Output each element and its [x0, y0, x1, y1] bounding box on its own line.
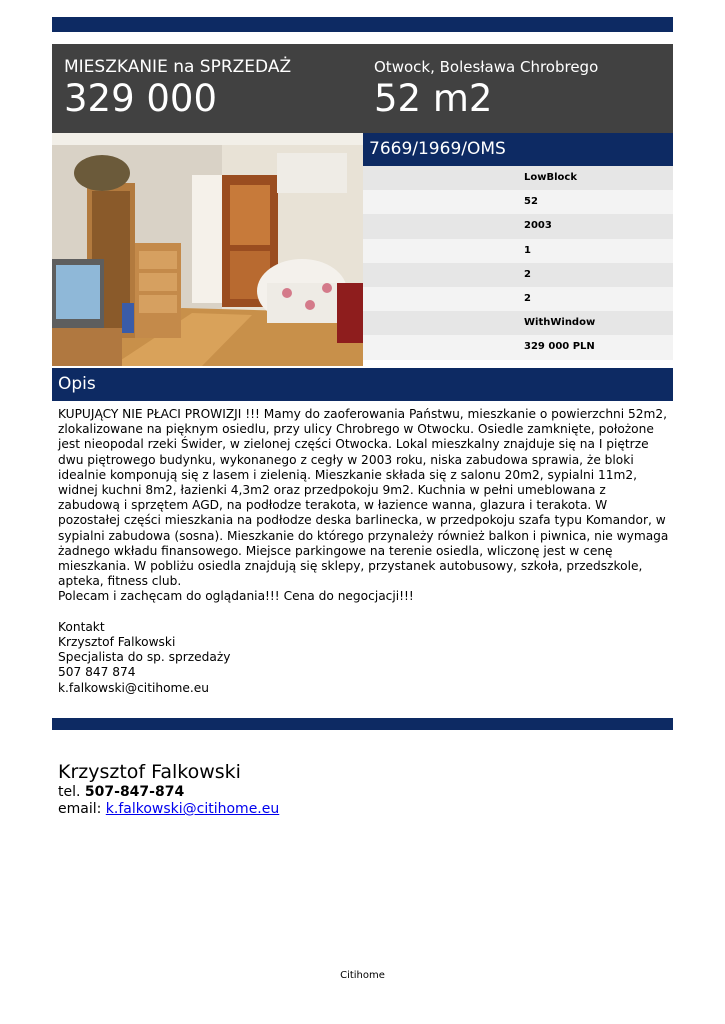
- description-heading: Opis: [52, 368, 673, 401]
- detail-year-built: 2003: [363, 214, 673, 238]
- top-bar: [52, 17, 673, 32]
- area: 52 m2: [374, 77, 493, 120]
- agent-phone-line: [58, 784, 279, 801]
- detail-price: 329 000 PLN: [363, 335, 673, 359]
- detail-building-type: LowBlock: [363, 166, 673, 190]
- property-type: MIESZKANIE na SPRZEDAŻ: [64, 57, 292, 77]
- footer-text: Citihome: [340, 970, 385, 981]
- header-right: [374, 56, 598, 120]
- location: Otwock, Bolesława Chrobrego: [374, 58, 599, 76]
- details-table: [363, 166, 673, 360]
- agent-email-line: [58, 801, 279, 818]
- description-text: KUPUJĄCY NIE PŁACI PROWIZJI !!! Mamy do zaoferowania Państwu, mieszkanie o powierzchni 52m2, zlokalizowane na pięknym osiedlu, przy ulicy Chrobrego w Otwocku. Osiedle zamknięte, położone jest nieopodal rzeki Świder, w zielonej części Otwocka. Lokal mieszkalny znajduje się na I piętrze dwu piętrowego budynku, wykonanego z cegły w 2003 roku, niska zabudowa sprawia, że bloki idealnie komponują się z lasem i zielenią. Mieszkanie składa się z salonu 20m2, sypialni 11m2, widnej kuchni 8m2, łazienki 4,3m2 oraz przedpokoju 9m2. Kuchnia w pełni umeblowana z zabudową i sprzętem AGD, na podłodze terakota, w łazience wanna, glazura i terakota. W pozostałej części mieszkania na podłodze deska barlinecka, w przedpokoju szafa typu Komandor, w sypialni zabudowa (sosna). Mieszkanie do którego przynależy również balkon i piwnica, nie wymaga żadnego wkładu finansowego. Miejsce parkingowe na terenie osiedla, wliczonę jest w cenę mieszkania. W pobliżu osiedla znajdują się sklepy, przystanek autobusowy, szkoła, przedszkole, apteka, fitness club. Polecam i zachęcam do oglądania!!! Cena do negocjacji!!! Kontakt Krzysztof Falkowski Specjalista do sp. sprzedaży 507 847 874 k.falkowski@citihome.eu: [58, 407, 669, 695]
- detail-area: 52: [363, 190, 673, 214]
- tel-label: tel.: [58, 784, 81, 800]
- agent-email-link[interactable]: k.falkowski@citihome.eu: [105, 801, 280, 817]
- reference-number: 7669/1969/OMS: [363, 133, 673, 166]
- header-left: [64, 56, 291, 120]
- listing-header: [52, 44, 673, 133]
- email-label: email:: [58, 801, 102, 817]
- detail-rooms: 2: [363, 263, 673, 287]
- detail-floor: 1: [363, 239, 673, 263]
- detail-floors-total: 2: [363, 287, 673, 311]
- room-illustration: [52, 133, 363, 366]
- agent-contact: [58, 760, 279, 818]
- agent-name: Krzysztof Falkowski: [58, 761, 241, 783]
- detail-kitchen-type: WithWindow: [363, 311, 673, 335]
- divider-bar: [52, 718, 673, 730]
- property-photo: [52, 133, 363, 366]
- agent-phone: 507-847-874: [84, 784, 185, 800]
- price: 329 000: [64, 77, 218, 120]
